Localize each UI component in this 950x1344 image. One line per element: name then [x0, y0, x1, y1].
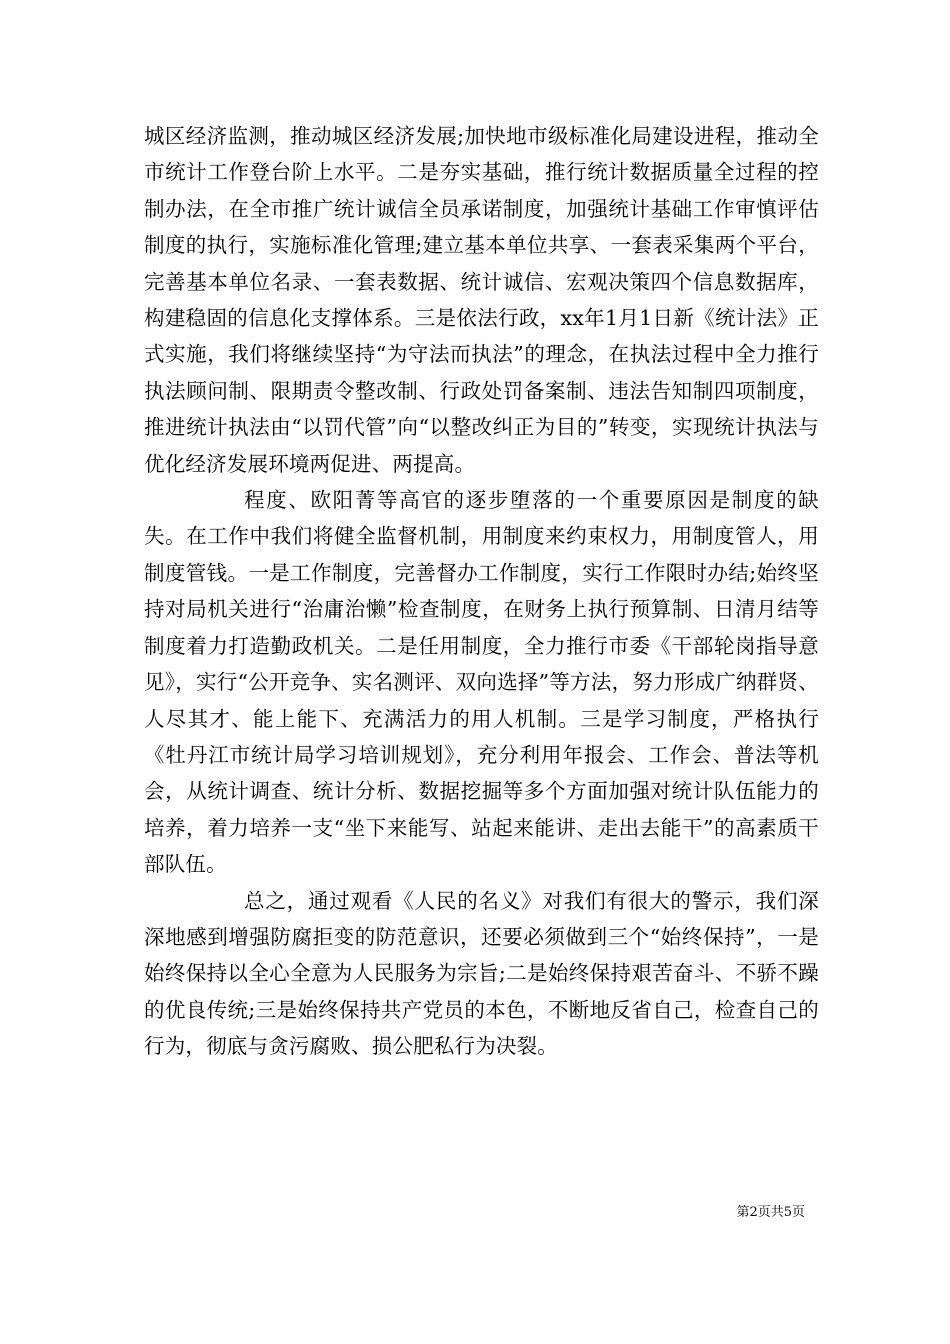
- document-body: [144, 118, 819, 1065]
- page-number-footer: 第2页共5页: [736, 1205, 805, 1220]
- paragraph-continuation: 城区经济监测，推动城区经济发展;加快地市级标准化局建设进程，推动全市统计工作登台阶上水平。二是夯实基础，推行统计数据质量全过程的控制办法，在全市推广统计诚信全员承诺制度，加强统计基础工作审慎评估制度的执行，实施标准化管理;建立基本单位共享、一套表采集两个平台，完善基本单位名录、一套表数据、统计诚信、宏观决策四个信息数据库，构建稳固的信息化支撑体系。三是依法行政，xx年1月1日新《统计法》正式实施，我们将继续坚持“为守法而执法”的理念，在执法过程中全力推行执法顾问制、限期责令整改制、行政处罚备案制、违法告知制四项制度，推进统计执法由“以罚代管”向“以整改纠正为目的”转变，实现统计执法与优化经济发展环境两促进、两提高。: [144, 124, 819, 476]
- paragraph-institutions: 程度、欧阳菁等高官的逐步堕落的一个重要原因是制度的缺失。在工作中我们将健全监督机制，用制度来约束权力，用制度管人，用制度管钱。一是工作制度，完善督办工作制度，实行工作限时办结;始终坚持对局机关进行“治庸治懒”检查制度，在财务上执行预算制、日清月结等制度着力打造勤政机关。二是任用制度，全力推行市委《干部轮岗指导意见》，实行“公开竞争、实名测评、双向选择”等方法，努力形成广纳群贤、人尽其才、能上能下、充满活力的用人机制。三是学习制度，严格执行《牡丹江市统计局学习培训规划》，充分利用年报会、工作会、普法等机会，从统计调查、统计分析、数据挖掘等多个方面加强对统计队伍能力的培养，着力培养一支“坐下来能写、站起来能讲、走出去能干”的高素质干部队伍。: [144, 488, 819, 877]
- paragraph-conclusion: 总之，通过观看《人民的名义》对我们有很大的警示，我们深深地感到增强防腐拒变的防范意识，还要必须做到三个“始终保持”，一是始终保持以全心全意为人民服务为宗旨;二是始终保持艰苦奋斗、不骄不躁的优良传统;三是始终保持共产党员的本色，不断地反省自己，检查自己的行为，彻底与贪污腐败、损公肥私行为决裂。: [144, 888, 819, 1059]
